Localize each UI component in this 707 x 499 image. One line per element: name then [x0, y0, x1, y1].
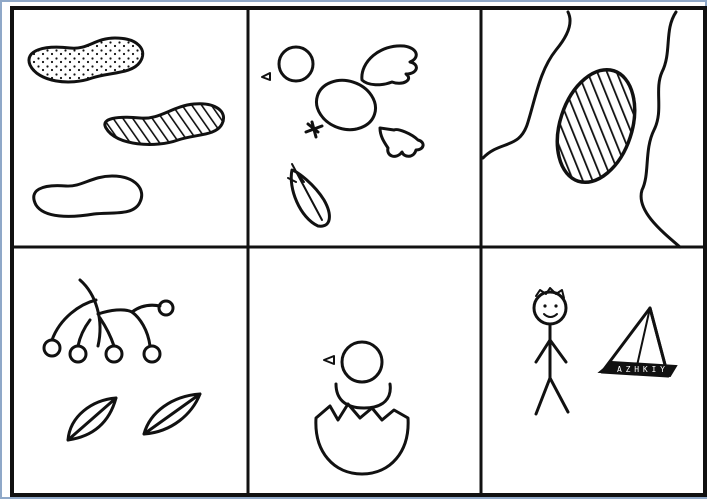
pyramid-label: AZHKIY — [617, 365, 665, 374]
